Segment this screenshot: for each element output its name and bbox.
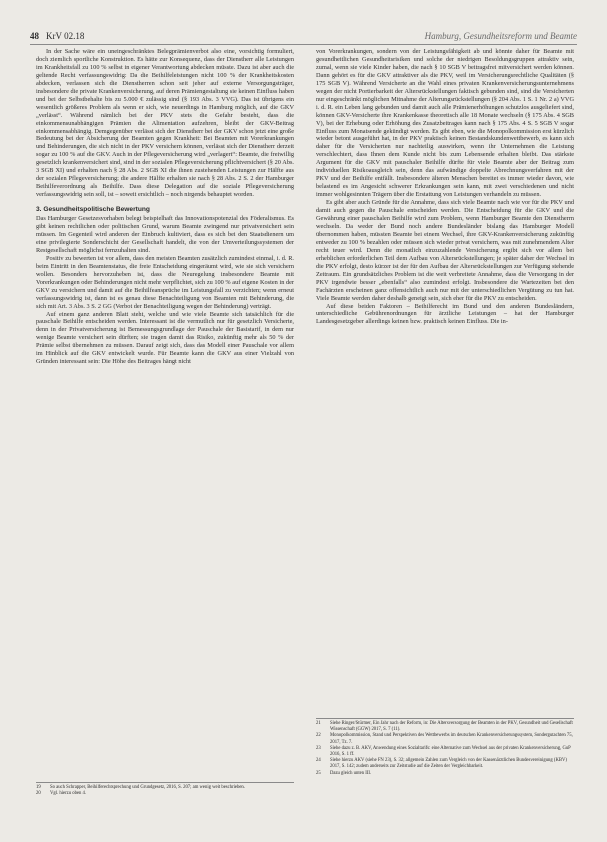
footnote-number: 20 — [36, 791, 41, 797]
footnote — [316, 771, 574, 777]
body-paragraph: Auf diese beiden Faktoren – Beihilferecht im Bund und den anderen Bundesländern, unterschiedliche Gebührenordnungen für ärztliche Leistungen – hat der Hamburger Landesgesetzgeber allerdings keinen bzw. praktisch keinen Einfluss. Die in- — [316, 302, 574, 326]
footnote-text: Siehe Ringer/Stürmer, Ein Jahr nach der Reform, in: Die Altersversorgung der Beamten in der PKV, Gesundheit und Gesellschaft Wissenschaft (GGW) 2017, S. 7 (11). — [330, 721, 573, 733]
footnote — [316, 721, 574, 733]
body-paragraph: Es gibt aber auch Gründe für die Annahme, dass sich viele Beamte nach wie vor für die PKV und damit auch gegen die Pauschale entscheiden werden. Die Entscheidung für die GKV und die Gewährung einer pauschalen Beihilfe wird zum Problem, wenn Hamburger Beamte den Dienstherrn wechseln. Da weder der Bund noch andere Bundesländer bislang das Hamburger Modell übernommen haben, müssten Beamte bei einem Wechsel, ihre GKV-Krankenversicherung zukünftig entweder zu 100 % bezahlen oder müssen sich wieder privat versichern, was mit zunehmendem Alter recht teuer wird. Denn die monatlich einzuzahlende Versicherung ergibt sich vor allem bei erheblichen erforderlichen Teil dem Aufbau von Altersrückstellungen; je später daher der Wechsel in die PKV erfolgt, desto kürzer ist der für den Aufbau der Altersrückstellungen zur Verfügung stehende Zeitraum. Ein grundsätzliches Problem ist die weit verbreitete Annahme, dass die Versorgung in der PKV irgendwie besser „ebenfalls“ also zumindest erfolgt. Insbesondere die Wartezeiten bei den Fachärzten erscheinen ganz offensichtlich auch nur mit der unterschiedlichen Vergütung zu tun hat. Viele Beamte werden daher deshalb geneigt sein, sich eher für die PKV zu entscheiden. — [316, 199, 574, 302]
footnote — [316, 746, 574, 758]
right-column — [316, 48, 574, 326]
footnote-number: 21 — [316, 721, 321, 726]
footnote-text: So auch Schrapper, Beihilferechtsprechung und Grundgesetz, 2016, S. 207; am wenig weit beschrieben. — [50, 785, 245, 790]
footnotes-right — [316, 718, 574, 777]
footnote-text: Siehe hierzu AKV (siehe FN 23), S. 32; allgemein Zahlen zum Vergleich von der Kassenärztlichen Bundesvereinigung (KBV) 2017, S. 142; zudem anderseits zur Zeitstudie auf die Zeiten der Vergleichbarkeit. — [330, 758, 567, 770]
footnote-text: Siehe dazu z. B. AKV, Anwendung eines Sozialtarifs: eine Alternative zum Wechsel aus der privaten Krankenversicherung, GuP 2016, S. 1 ff. — [330, 745, 571, 758]
footnote — [36, 791, 294, 797]
footnote-number: 25 — [316, 770, 321, 776]
footnote-text: Monopolkommission, Stand und Perspektiven des Wettbewerbs im deutschen Krankenversicherungssystem, Sondergutachten 75, 2017, Tz. 7. — [330, 733, 573, 745]
running-title: Hamburg, Gesundheitsreform und Beamte — [424, 31, 577, 41]
footnote-number: 23 — [316, 745, 321, 751]
page-header — [30, 28, 577, 45]
footnote — [316, 733, 574, 745]
body-paragraph: Auf einem ganz anderen Blatt steht, welche und wie viele Beamte sich tatsächlich für die pauschale Beihilfe entscheiden werden. Interessant ist die vermutlich nur für gesetzlich Versicherte, denn in der Privatversicherung ist Bemessungsgrundlage der Pauschale der Basistarif, in dem nur wenige Beamte versichert sein dürften; sie tragen damit das Risiko, zukünftig mehr als 50 % der Prämie selbst übernehmen zu müssen. Darauf zeigt sich, dass das Modell einer Pauschale vor allem im Hinblick auf die GKV entwickelt wurde. Für Beamte kann die GKV aus einer Vielzahl von Gründen interessant sein: Die Höhe des Beitrages hängt nicht — [36, 310, 294, 366]
footnote-number: 22 — [316, 733, 321, 739]
footnote-text: Vgl. hierzu oben 4. — [50, 791, 87, 797]
footnote-number: 19 — [36, 785, 41, 790]
footnotes-left — [36, 782, 294, 797]
body-paragraph: von Vorerkrankungen, sondern von der Leistungsfähigkeit ab und könnte daher für Beamte mit gesundheitlichen Gesundheitsrisiken und solche der niedrigen Besoldungsgruppen attraktiv sein, zumal, wenn sie viele Kinder haben, die nach § 10 SGB V beitragsfrei mitversichert werden können. Dann gehört es für die GKV attraktiver als die PKV, weil im Versicherungsrechtliche Qualitäten (§ 175 SGB V). Während Versicherte an die Wahl eines privaten Krankenversicherungsunternehmens wegen der nicht Portierbarkeit der Altersrückstellungen faktisch gebunden sind, sind die Versicherten nur eingeschränkt möglichen Mitnahme der Alterungsrückstellungen (§ 204 Abs. 1 S. 1 Nr. 2 a) VVG i. d. R. ein Leben lang gebunden und damit auch alle Prämienerhöhungen schutzlos ausgeliefert sind, können GKV-Versicherte ihre Krankenkasse theoretisch alle 18 Monate wechseln (§ 175 Abs. 4 SGB V), bei der Erhebung oder Erhöhung des Zusatzbeitrages kann nach § 175 Abs. 4 S. 5 SGB V sogar Einfluss zum Monatsende gekündigt werden. Es gibt eben, wie die Monopolkommission erst kürzlich wieder betont ausgeführt hat, in der PKV praktisch keinen Bestandskundenwettbewerb, es kann sich daher für die Versicherten nur nachteilig auswirken, wenn ihr Unternehmen die Leistung verschlechtert, dass Ihnen dem Kunde nicht bis zum Lebensende erhalten bleibt. Das stärkste Argument für die GKV mit pauschaler Beihilfe dürfte für viele Beamte aber der Beitrag zum individuellen Risikoausgleich sein, denn das aufwändige doppelte Abrechnungsverfahren mit der PKV und der Beihilfe entfällt. Insbesondere älteren Menschen bereitet es immer wieder davon, wie belastend es im Angesicht schwerer Erkrankungen sein kann, mit zwei verschiedenen und nicht immer wohlgesinnten Trägern über die Erstattung von Leistungen verhandeln zu müssen. — [316, 48, 574, 199]
section-heading: 3. Gesundheitspolitische Bewertung — [36, 206, 150, 214]
journal-name: KrV 02.18 — [46, 31, 85, 41]
footnote-text: Dazu gleich unten III. — [330, 770, 372, 776]
page-number: 48 — [30, 31, 39, 41]
body-paragraph: Positiv zu bewerten ist vor allem, dass den meisten Beamten zusätzlich zumindest einmal, i. d. R. beim Eintritt in den Beamtenstatus, die freie Entscheidung eingeräumt wird, wie sie sich versichern wollen. Besonders hervorzuheben ist, dass die Neuregelung insbesondere Beamte mit Vorerkrankungen oder Behinderungen nicht mehr verpflichtet, sich zu 100 % auf eigene Kosten in der GKV zu versichern und damit auf die Beihilfeansprüche im Leistungsfall zu verzichten; wenn erneut verfassungswidrig ist, dann ist es genau diese Benachteiligung von Beamten mit Behinderung, die sich mit Art. 3 Abs. 3 S. 2 GG (Verbot der Benachteiligung wegen der Behinderung) verträgt. — [36, 254, 294, 310]
body-paragraph: Das Hamburger Gesetzesvorhaben belegt beispielhaft das Innovationspotenzial des Föderalismus. Es gibt keinen rechtlichen oder politischen Grund, warum Beamte zwingend nur privatversichert sein müssen. Im Gegenteil wird anderen der Einbruch kultiviert, dass es sich bei den Staatsdienern um eine privilegierte Sonderschicht der Gesellschaft handelt, die von der Umverteilungssystemen der Restgesellschaft möglichst fernzuhalten sind. — [36, 215, 294, 254]
footnote — [316, 758, 574, 770]
footnote-number: 24 — [316, 758, 321, 764]
body-paragraph: In der Sache wäre ein uneingeschränktes Belegprämienverbot also eine, vorsichtig formuliert, doch ziemlich sportliche Konstruktion. Es hätte zur Konsequenz, dass der Dienstherr alle Leistungen im Krankheitsfall zu 100 % selbst in eigener Verantwortung abdecken müsste. Dazu ist aber auch die geltende Recht verfassungswidrig: Da die Beihilfeleistungen nicht 100 % der Krankheitskosten abdecken, verlassen sich die Dienstherren schon seit jeher auf externe Versorgungsträger, insbesondere die private Krankenversicherung, auf deren Prämiengestaltung sie keinen Einfluss haben und bei der Selbstbehalte bis zu 5.000 € zulässig sind (§ 193 Abs. 3 VVG). Das ist übrigens ein wesentlich größeres Problem als wenn er sich, wie neuerdings in Hamburg möglich, auf die GKV „verlässt“. Während nämlich bei der PKV stets die Gefahr besteht, dass die einkommensunabhängigen Prämien die Alimentation aufzehren, bleibt der GKV-Beitrag einkommensabhängig. Demgegenüber verlässt sich der Dienstherr bei der GKV schon jetzt eine große Bedeutung bei der Absicherung der Beamten gegen Krankheit: Bei Beamten mit Vorerkrankungen und Behinderungen, die sich nicht in der PKV versichern können, verlässt sich der Dienstherr derzeit sogar zu 100 % auf die GKV. Auch in der Pflegeversicherung wird „verlagert“: Beamte, die freiwillig gesetzlich krankenversichert sind, sind in der sozialen Pflegeversicherung pflichtversichert (§ 20 Abs. 3 SGB XI) und erhalten nach § 28 Abs. 2 SGB XI die ihnen zustehenden Leistungen zur Hälfte aus der sozialen Pflegeversicherung; die andere Hälfte erhalten sie nach § 28 Abs. 2 S. 2 der Hamburger Beihilfeverordnung als Beihilfe. Dass diese Delegation auf die soziale Pflegeversicherung verfassungswidrig sein soll, ist – soweit ersichtlich – noch nirgends behauptet worden. — [36, 48, 294, 199]
left-column — [36, 48, 294, 366]
